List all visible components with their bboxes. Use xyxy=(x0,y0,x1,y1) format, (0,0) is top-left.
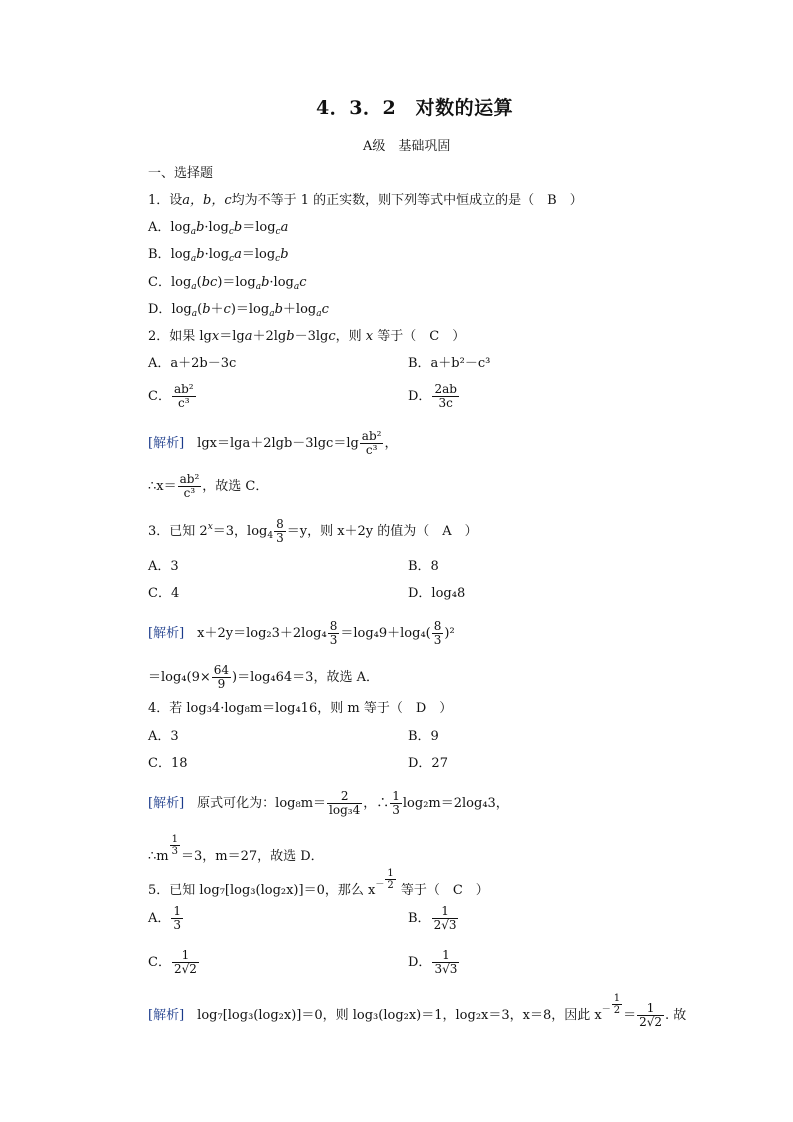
q3-stem: 3．已知 $2^x=3$，$\log_4$ $\frac{8}{3}$ ＝y，则 x＋2y 的值为（ A ） xyxy=(148,517,478,545)
q2-option-c: C． $\frac{\text{ab²}}{\text{c³}}$ xyxy=(148,382,194,410)
q1-option-b: B．$\log_ab\cdot\log_ca=\log_cb$ xyxy=(148,247,289,264)
q5-solution-line1: [解析] log₇[log₃(log₂x)]＝0，则 log₃(log₂x)＝1，log₂x＝3，x＝8，因此 x－ $\frac{1}{2}$ ＝ $\frac{1}{2√2}$ . 故 xyxy=(148,993,687,1029)
section-heading: 一、选择题 xyxy=(148,166,214,181)
fraction: $\frac{\text{ab²}}{\text{c³}}$ xyxy=(361,429,382,457)
q5-option-c: C． $\frac{1}{2√2}$ xyxy=(148,948,197,976)
fraction-exponent: $\frac{1}{2}$ xyxy=(613,993,621,1016)
q4-solution-line2: ∴m $\frac{1}{3}$ ＝3，m＝27，故选 D． xyxy=(148,834,324,864)
q3-option-c: C．4 xyxy=(148,586,180,601)
solution-label: [解析] xyxy=(148,436,185,451)
fraction-exponent: $\frac{1}{2}$ xyxy=(387,868,394,891)
solution-label: [解析] xyxy=(148,796,185,811)
q4-solution-line1: [解析] 原式可化为：log₈m＝ $\frac{2}{\text{log₃4}}$ ，∴ $\frac{1}{3}$ log₂m＝2log₄3， xyxy=(148,789,509,817)
fraction: $\frac{1}{3}$ xyxy=(392,789,400,817)
q2-solution-line2: ∴x＝ $\frac{\text{ab²}}{\text{c³}}$ ，故选 C． xyxy=(148,472,269,500)
fraction: $\frac{\text{ab²}}{\text{c³}}$ xyxy=(173,382,194,410)
q2-solution-line1: [解析] lgx＝lga＋2lgb－3lgc＝lg $\frac{\text{ab²}}{\text{c³}}$ ， xyxy=(148,429,398,457)
q3-solution-line1: [解析] x＋2y＝log₂3＋2log₄ $\frac{8}{3}$ ＝log₄9＋log₄( $\frac{8}{3}$ )² xyxy=(148,619,455,647)
q5-option-b: B． $\frac{1}{2√3}$ xyxy=(408,904,457,932)
fraction: $\frac{8}{3}$ xyxy=(433,619,442,647)
fraction: $\frac{1}{2√2}$ xyxy=(173,948,197,976)
fraction: $\frac{2ab}{3c}$ xyxy=(434,382,457,410)
solution-label: [解析] xyxy=(148,1008,185,1023)
q3-option-a: A．3 xyxy=(148,559,179,574)
fraction: $\frac{1}{2√2}$ xyxy=(639,1001,663,1029)
fraction: $\frac{8}{3}$ xyxy=(329,619,338,647)
q3-option-b: B．8 xyxy=(408,559,439,574)
q1-stem: 1．设a，b，c均为不等于 1 的正实数，则下列等式中恒成立的是（ B ） xyxy=(148,193,583,208)
fraction: $\frac{1}{2√3}$ xyxy=(433,904,457,932)
fraction: $\frac{\text{ab²}}{\text{c³}}$ xyxy=(179,472,200,500)
q4-stem: 4．若 log₃4·log₈m＝log₄16，则 m 等于（ D ） xyxy=(148,701,453,716)
q4-option-a: A．3 xyxy=(148,729,179,744)
fraction: $\frac{2}{\text{log₃4}}$ xyxy=(329,789,361,817)
q2-option-a: A．a＋2b－3c xyxy=(148,356,237,371)
fraction-exponent: $\frac{1}{3}$ xyxy=(171,834,178,857)
q4-option-b: B．9 xyxy=(408,729,439,744)
page-title: 4．3．2 对数的运算 xyxy=(316,97,514,119)
q5-option-d: D． $\frac{1}{3√3}$ xyxy=(408,948,458,976)
q2-option-d: D． $\frac{2ab}{3c}$ xyxy=(408,382,457,410)
q2-option-b: B．a＋b²－c³ xyxy=(408,356,491,371)
q4-option-c: C．18 xyxy=(148,756,188,771)
fraction: $\frac{1}{3√3}$ xyxy=(434,948,458,976)
q3-solution-line2: ＝log₄(9× $\frac{64}{9}$ )＝log₄64＝3，故选 A． xyxy=(148,663,379,691)
solution-label: [解析] xyxy=(148,626,185,641)
q5-stem: 5．已知 log₇[log₃(log₂x)]＝0，那么 x－ $\frac{1}{2}$ 等于（ C ） xyxy=(148,868,489,898)
q5-option-a: A． $\frac{1}{3}$ xyxy=(148,904,182,932)
q2-stem: 2．如果 lgx＝lga＋2lgb－3lgc，则 x 等于（ C ） xyxy=(148,329,466,344)
q4-option-d: D．27 xyxy=(408,756,448,771)
q1-option-c: C．$\log_a(bc)=\log_ab\cdot\log_ac$ xyxy=(148,275,307,292)
q1-option-a: A．$\log_ab\cdot\log_cb=\log_ca$ xyxy=(148,220,289,237)
level-subtitle: A级 基础巩固 xyxy=(363,139,451,154)
fraction: $\frac{64}{9}$ xyxy=(213,663,230,691)
q3-option-d: D．log₄8 xyxy=(408,586,466,601)
fraction: $\frac{8}{3}$ xyxy=(276,517,284,545)
q1-option-d: D．$\log_a(b+c)=\log_ab+\log_ac$ xyxy=(148,302,329,319)
fraction: $\frac{1}{3}$ xyxy=(173,904,182,932)
